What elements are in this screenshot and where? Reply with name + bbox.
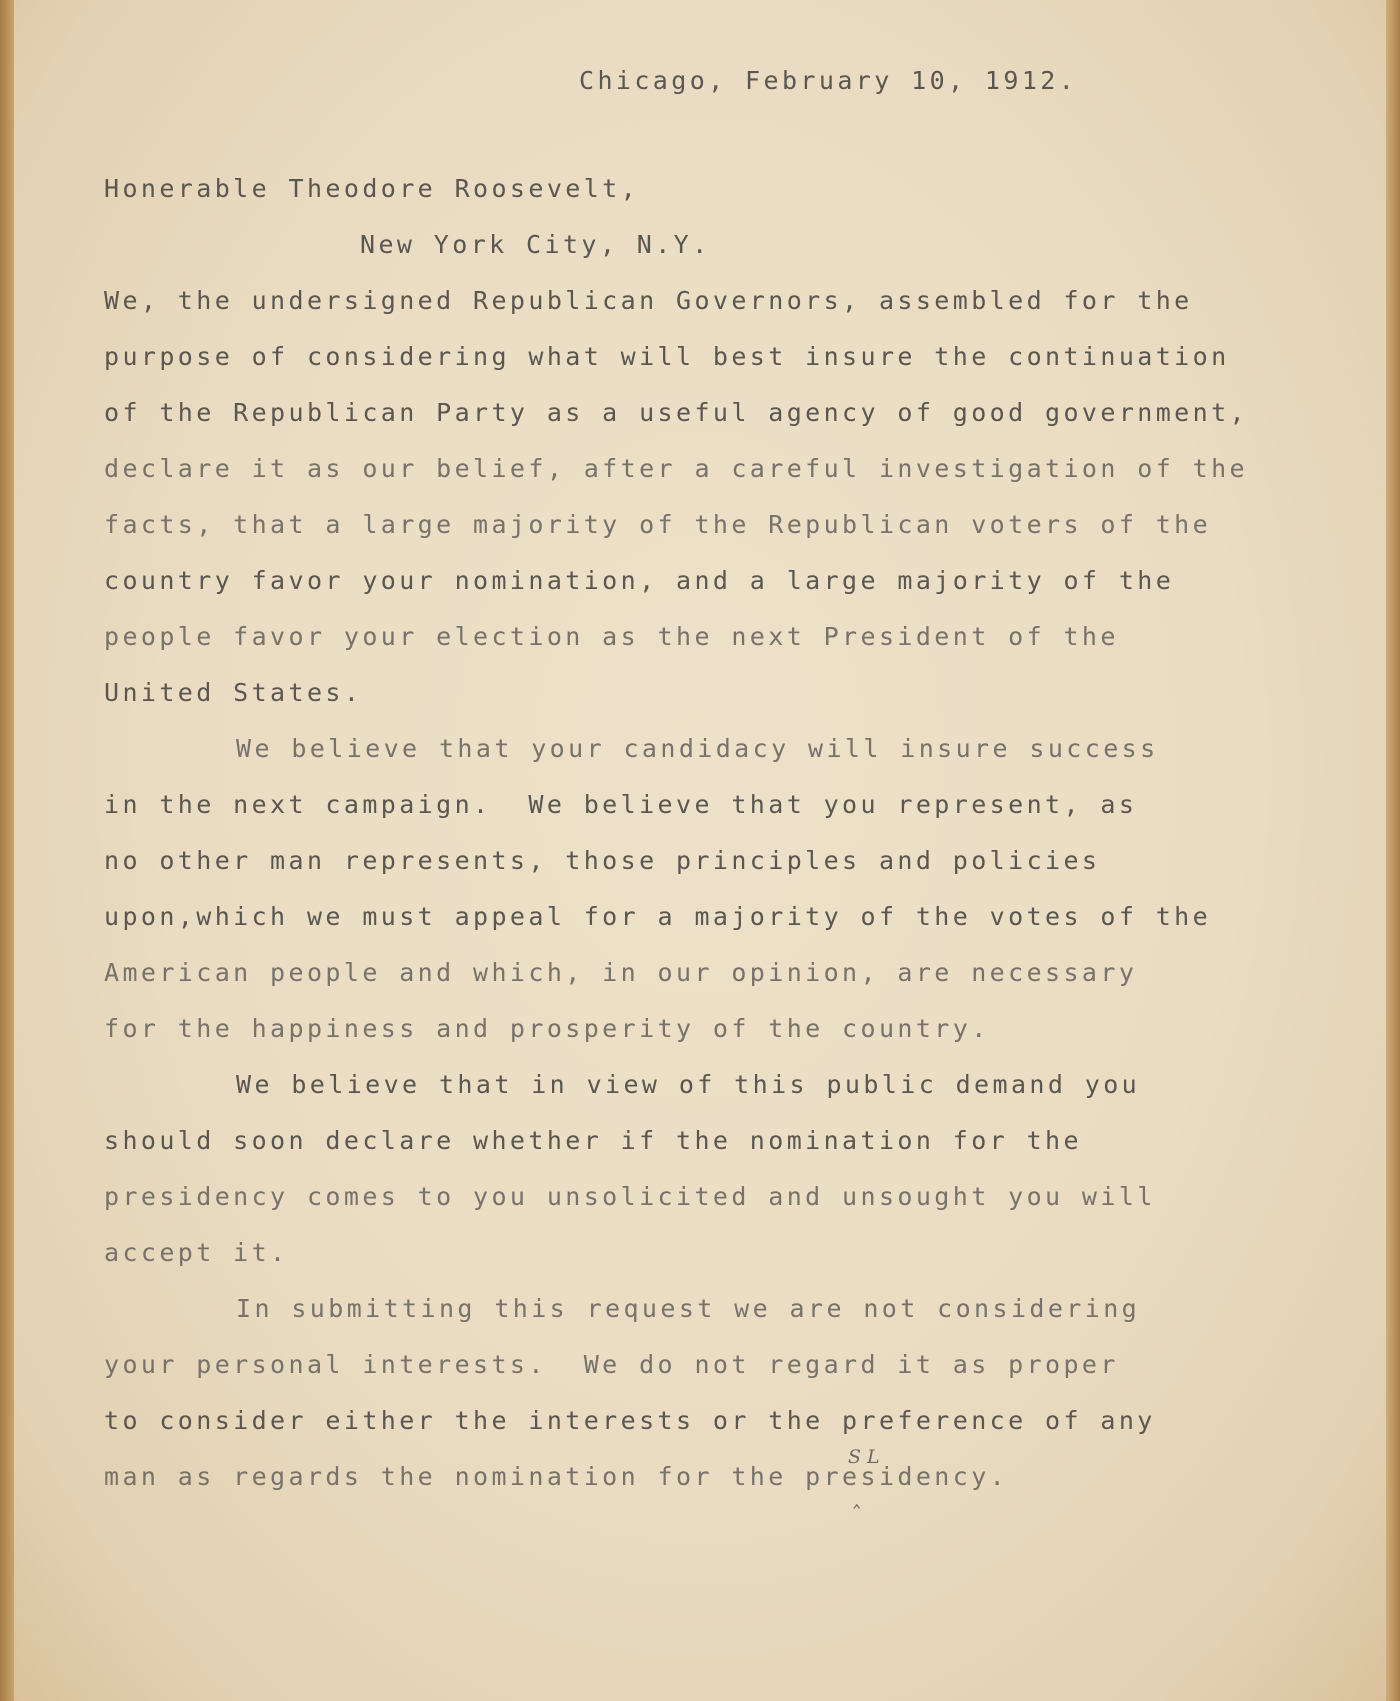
body-line: United States. <box>104 678 363 707</box>
body-line: should soon declare whether if the nomination for the <box>104 1126 1082 1155</box>
body-line: people favor your election as the next President of the <box>104 622 1119 651</box>
body-line: In submitting this request we are not considering <box>236 1294 1141 1323</box>
body-line: We believe that in view of this public demand you <box>236 1070 1141 1099</box>
addressee-city: New York City, N.Y. <box>360 230 711 259</box>
body-line: of the Republican Party as a useful agency of good government, <box>104 398 1248 427</box>
dateline: Chicago, February 10, 1912. <box>579 66 1078 95</box>
body-line: country favor your nomination, and a large majority of the <box>104 566 1175 595</box>
body-line: upon,which we must appeal for a majority of the votes of the <box>104 902 1212 931</box>
frame-edge-left <box>0 0 14 1701</box>
caret-mark-icon: ‸ <box>853 1484 861 1509</box>
body-line: We believe that your candidacy will insure success <box>236 734 1159 763</box>
body-line: accept it. <box>104 1238 289 1267</box>
handwritten-correction: S L <box>848 1446 880 1468</box>
paper-sheet <box>14 0 1386 1701</box>
body-line: presidency comes to you unsolicited and unsought you will <box>104 1182 1156 1211</box>
body-line: declare it as our belief, after a careful investigation of the <box>104 454 1248 483</box>
body-line: American people and which, in our opinion, are necessary <box>104 958 1138 987</box>
body-line: man as regards the nomination for the presidency. <box>104 1462 1009 1491</box>
body-line: facts, that a large majority of the Republican voters of the <box>104 510 1212 539</box>
body-line: for the happiness and prosperity of the country. <box>104 1014 990 1043</box>
body-line: in the next campaign. We believe that you represent, as <box>104 790 1138 819</box>
frame-edge-right <box>1386 0 1400 1701</box>
body-line: no other man represents, those principles and policies <box>104 846 1101 875</box>
body-line: purpose of considering what will best insure the continuation <box>104 342 1230 371</box>
addressee-name: Honerable Theodore Roosevelt, <box>104 174 640 203</box>
body-line: to consider either the interests or the preference of any <box>104 1406 1156 1435</box>
body-line: We, the undersigned Republican Governors, assembled for the <box>104 286 1193 315</box>
body-line: your personal interests. We do not regard it as proper <box>104 1350 1119 1379</box>
